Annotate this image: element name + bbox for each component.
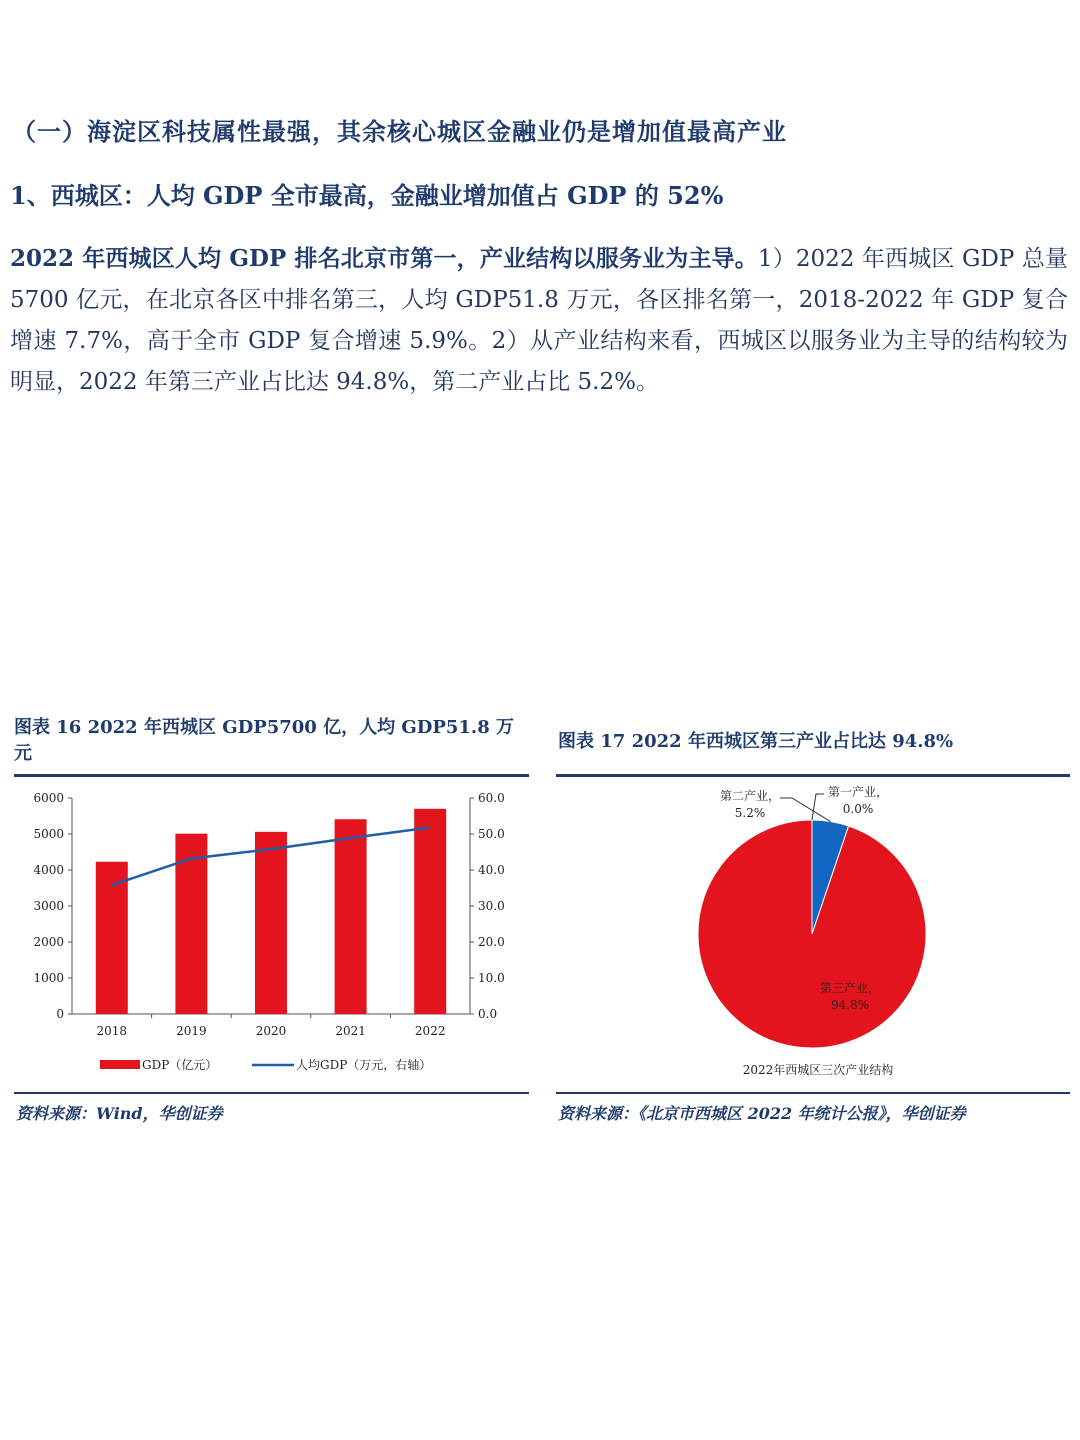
- figure17-source: 资料来源：《北京市西城区 2022 年统计公报》，华创证券: [558, 1104, 966, 1123]
- figure17-top-rule: [556, 774, 1070, 777]
- slice-label-name: 第一产业，: [827, 785, 889, 799]
- subsection-heading: 1、西城区：人均 GDP 全市最高，金融业增加值占 GDP 的 52%: [10, 181, 724, 210]
- figure16-source: 资料来源：Wind，华创证券: [16, 1104, 223, 1123]
- left-tick-label: 4000: [33, 863, 64, 877]
- left-tick-label: 0: [56, 1007, 64, 1021]
- figure17-chart: [556, 780, 1070, 1090]
- gdp-bar: [414, 809, 446, 1014]
- right-tick-label: 10.0: [478, 971, 505, 985]
- gdp-bar: [335, 819, 367, 1014]
- slice-label-value: 0.0%: [842, 802, 874, 816]
- figure17-caption: 图表 17 2022 年西城区第三产业占比达 94.8%: [558, 731, 954, 752]
- paragraph-body: 1）2022 年西城区 GDP 总量 5700 亿元，在北京各区中排名第三，人均 GDP51.8 万元，各区排名第一，2018-2022 年 GDP 复合增速 7.7%，高于全市 GDP 复合增速 5.9%。2）从产业结构来看，西城区以服务业为主导的结构较为明显，2022 年第三产业占比达 94.8%，第二产业占比 5.2%。: [10, 246, 1068, 395]
- left-tick-label: 3000: [33, 899, 64, 913]
- left-tick-label: 1000: [33, 971, 64, 985]
- legend-label-per-capita: 人均GDP（万元，右轴）: [296, 1058, 432, 1072]
- paragraph-lead: 2022 年西城区人均 GDP 排名北京市第一，产业结构以服务业为主导。: [10, 245, 758, 272]
- figure16-caption: 图表 16 2022 年西城区 GDP5700 亿，人均 GDP51.8 万元: [14, 717, 514, 764]
- slice-label-value: 94.8%: [830, 998, 870, 1012]
- slice-leader-line: [780, 798, 831, 822]
- left-tick-label: 2000: [33, 935, 64, 949]
- slice-label-name: 第二产业，: [719, 789, 781, 803]
- pie-title: 2022年西城区三次产业结构: [742, 1063, 894, 1077]
- x-tick-label: 2021: [335, 1024, 366, 1038]
- legend-swatch-gdp: [100, 1060, 140, 1069]
- figure16-bottom-rule: [14, 1092, 529, 1094]
- x-tick-label: 2022: [414, 1024, 446, 1038]
- pie-slice: [698, 820, 926, 1048]
- body-paragraph: [10, 238, 1068, 403]
- gdp-bar: [255, 832, 287, 1014]
- right-tick-label: 50.0: [478, 827, 505, 841]
- right-tick-label: 20.0: [478, 935, 505, 949]
- figure16-top-rule: [14, 774, 529, 777]
- section-heading: （一）海淀区科技属性最强，其余核心城区金融业仍是增加值最高产业: [12, 117, 787, 146]
- right-tick-label: 30.0: [478, 899, 505, 913]
- figure16-chart: [14, 780, 529, 1090]
- legend-label-gdp: GDP（亿元）: [142, 1058, 218, 1072]
- right-tick-label: 60.0: [478, 791, 505, 805]
- slice-label-name: 第三产业，: [819, 981, 881, 995]
- x-tick-label: 2019: [176, 1024, 207, 1038]
- x-tick-label: 2020: [255, 1024, 287, 1038]
- gdp-bar: [175, 834, 207, 1014]
- right-tick-label: 0.0: [478, 1007, 498, 1021]
- slice-label-value: 5.2%: [734, 806, 766, 820]
- right-tick-label: 40.0: [478, 863, 505, 877]
- left-tick-label: 5000: [33, 827, 64, 841]
- figure17-bottom-rule: [556, 1092, 1070, 1094]
- x-tick-label: 2018: [96, 1024, 128, 1038]
- left-tick-label: 6000: [33, 791, 64, 805]
